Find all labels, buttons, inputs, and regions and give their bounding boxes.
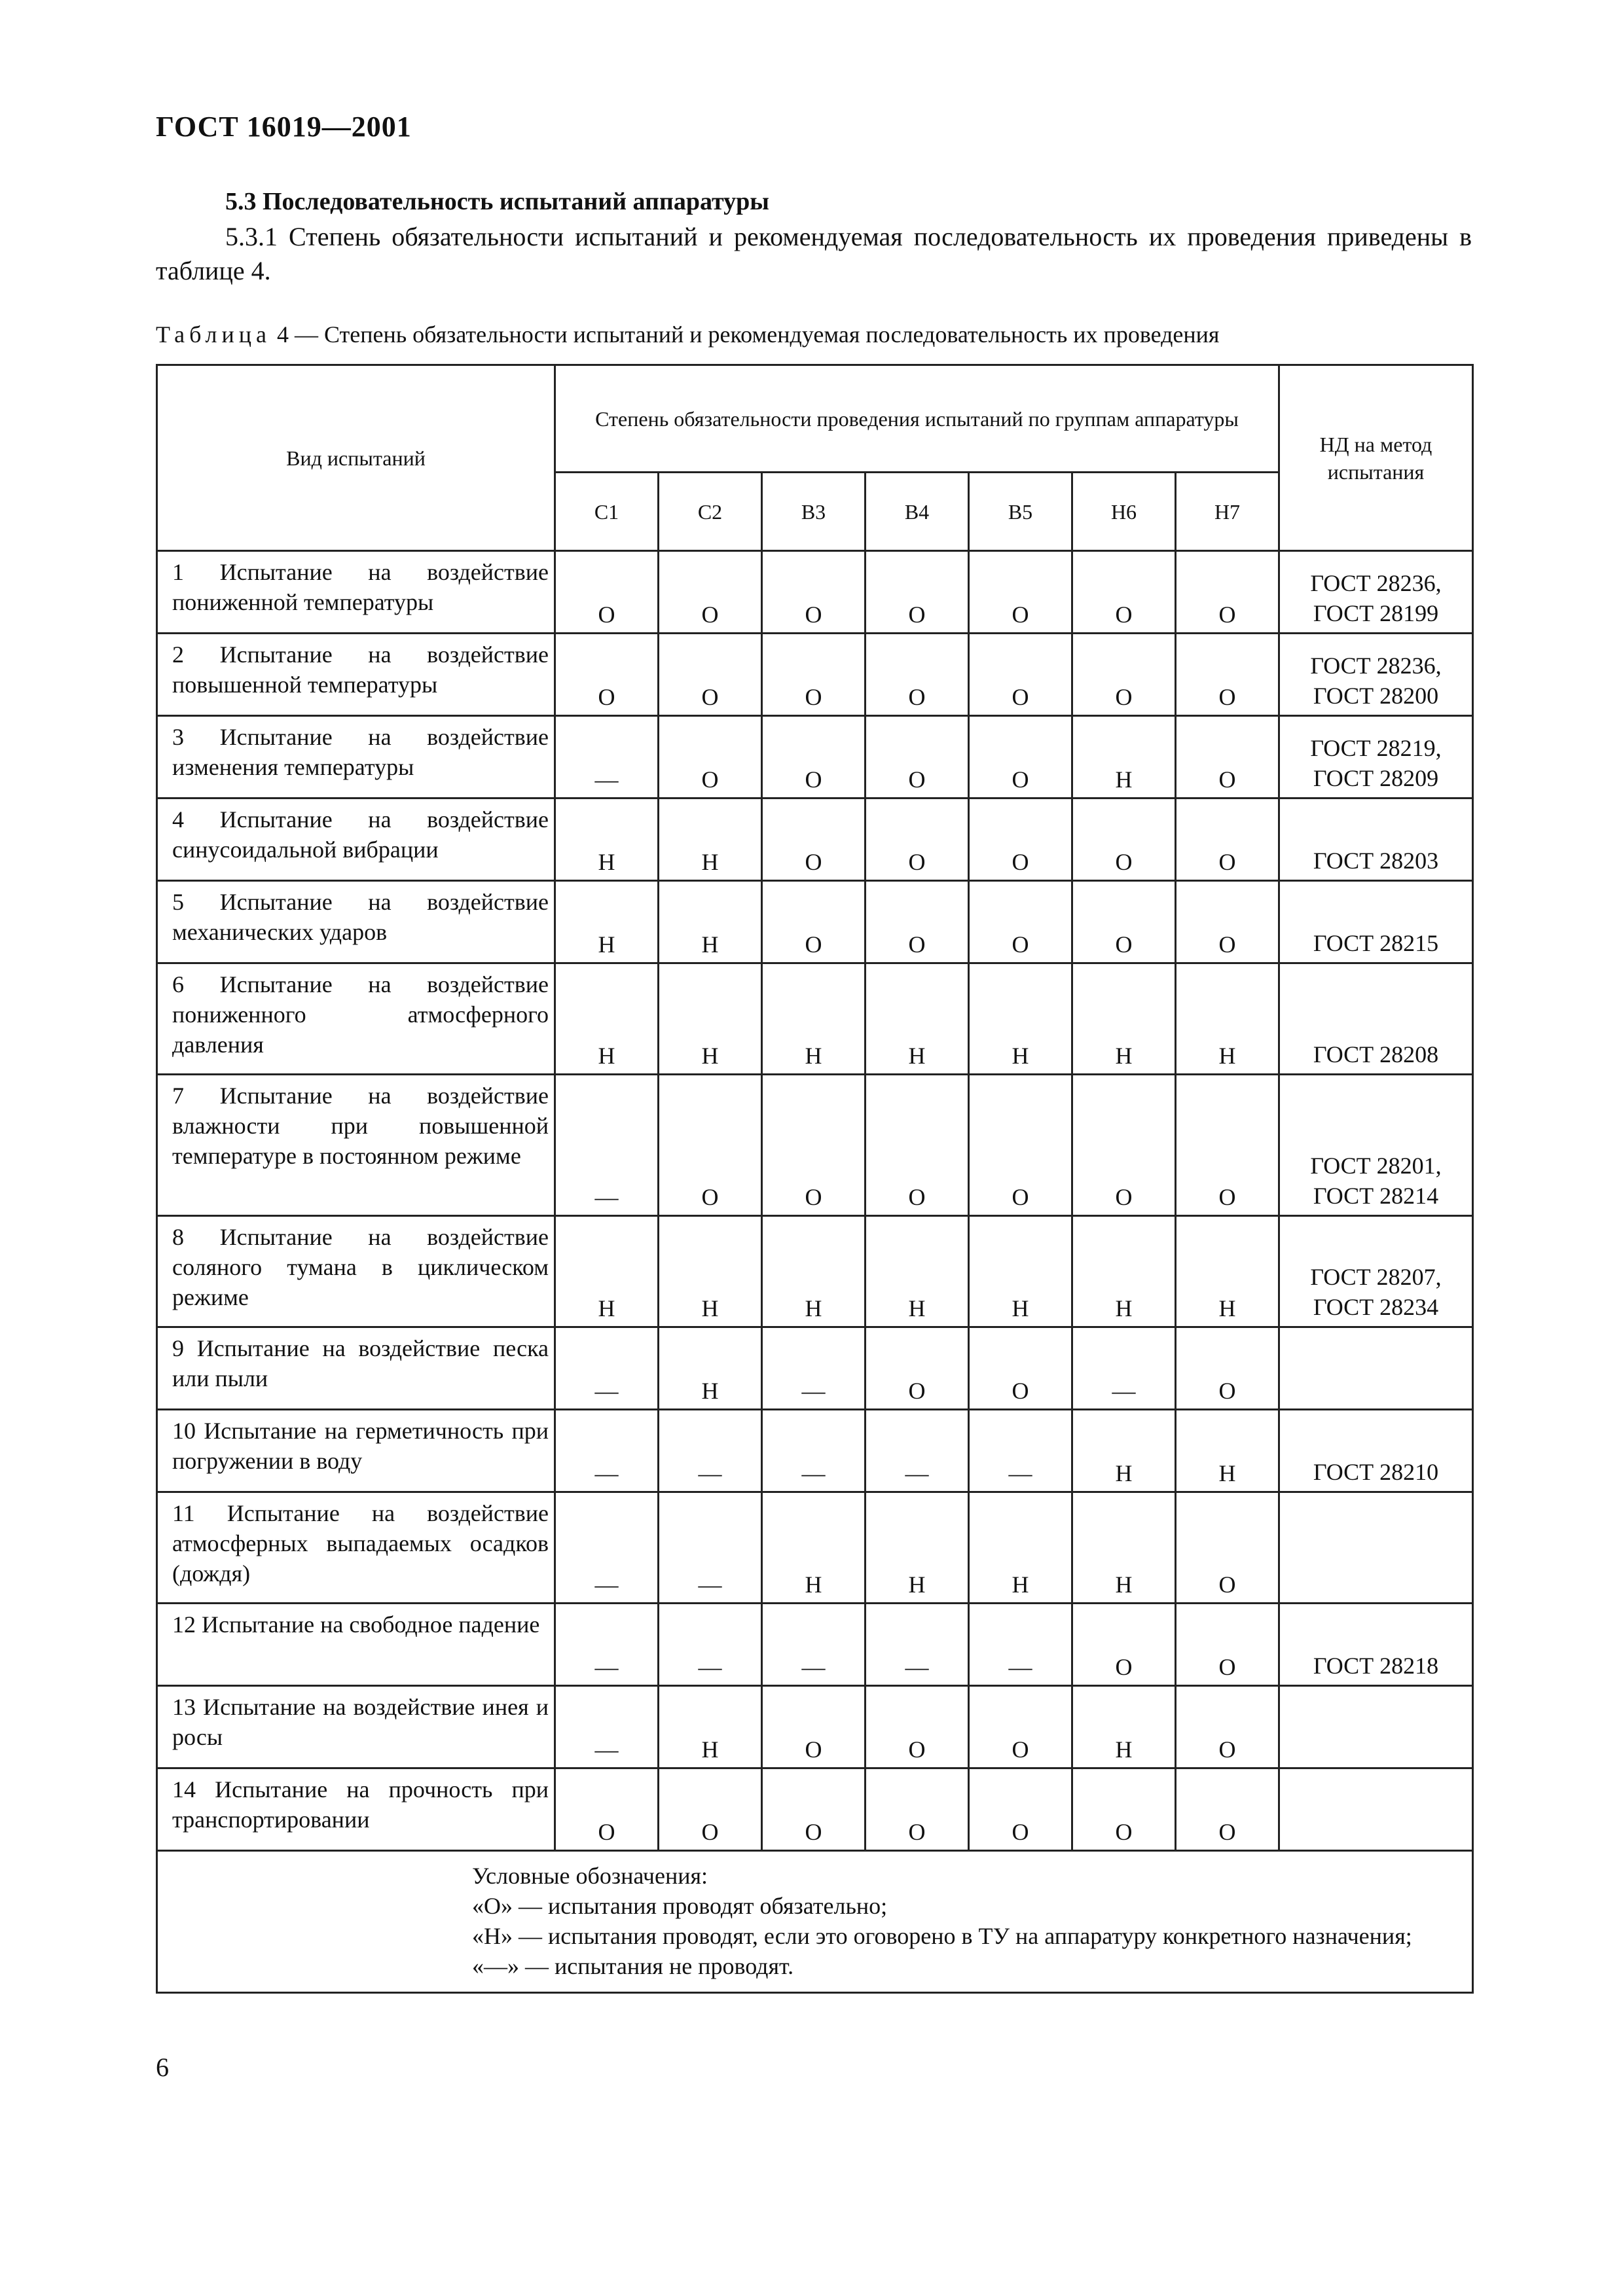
requirement-mark: О [969,881,1072,963]
requirement-mark: О [866,798,969,881]
requirement-mark: Н [555,963,659,1075]
method-doc-ref [1279,798,1473,881]
requirement-mark: О [866,551,969,634]
legend-o [472,1891,1454,1921]
table-row [157,1686,1473,1768]
requirement-mark: О [866,1075,969,1216]
requirement-mark: О [762,1686,866,1768]
requirement-mark: Н [969,1216,1072,1327]
legend-o-text: — испытания проводят обязательно; [519,1893,888,1919]
header-group-4: В5 [969,473,1072,551]
requirement-mark: — [555,1492,659,1604]
document-id: ГОСТ 16019—2001 [156,111,412,143]
requirement-mark: Н [659,963,762,1075]
requirement-mark: Н [1072,1410,1176,1492]
method-doc-ref [1279,1604,1473,1686]
table-row [157,798,1473,881]
method-doc-ref [1279,1686,1473,1768]
requirement-mark: Н [1176,1216,1279,1327]
table-row [157,1768,1473,1851]
table-caption-label: Таблица [156,321,271,348]
test-name: 5 Испытание на воздействие механических ударов [157,881,555,963]
requirement-mark: Н [555,1216,659,1327]
header-group-2: В3 [762,473,866,551]
page-number: 6 [156,2053,169,2082]
requirement-mark: О [1176,881,1279,963]
requirement-mark: О [969,1075,1072,1216]
table-row [157,963,1473,1075]
requirement-mark: Н [866,1216,969,1327]
table-row [157,1410,1473,1492]
requirement-mark: Н [866,963,969,1075]
requirement-mark: Н [1072,1492,1176,1604]
test-name: 2 Испытание на воздействие повышенной температуры [157,634,555,716]
header-group-0: С1 [555,473,659,551]
requirement-mark: Н [866,1492,969,1604]
requirement-mark: О [762,798,866,881]
requirement-mark: Н [1072,963,1176,1075]
method-doc-ref [1279,634,1473,716]
table-row [157,881,1473,963]
requirement-mark: О [969,1768,1072,1851]
method-doc-ref-line1: ГОСТ 28210 [1313,1459,1439,1485]
requirement-mark: Н [969,963,1072,1075]
requirement-mark: О [659,1075,762,1216]
method-doc-ref-line2: ГОСТ 28199 [1313,600,1439,626]
table-row [157,634,1473,716]
requirement-mark: Н [555,798,659,881]
legend-title: Условные обозначения: [472,1863,708,1889]
method-doc-ref [1279,1410,1473,1492]
section-title: 5.3 Последовательность испытаний аппаратуры [225,188,769,215]
requirement-mark: О [659,716,762,798]
requirement-mark: О [762,551,866,634]
requirement-mark: — [555,1327,659,1410]
requirement-mark: О [659,634,762,716]
requirement-mark: — [659,1604,762,1686]
requirement-mark: О [1176,1686,1279,1768]
requirement-mark: О [866,1327,969,1410]
method-doc-ref [1279,716,1473,798]
method-doc-ref-line2: ГОСТ 28234 [1313,1294,1439,1320]
requirement-mark: Н [762,963,866,1075]
method-doc-ref [1279,551,1473,634]
requirement-mark: О [555,551,659,634]
test-name: 6 Испытание на воздействие пониженного атмосферного давления [157,963,555,1075]
requirement-mark: Н [659,1327,762,1410]
method-doc-ref-line1: ГОСТ 28219, [1310,735,1442,761]
requirement-mark: Н [762,1216,866,1327]
requirement-mark: О [969,634,1072,716]
requirement-mark: Н [1072,1686,1176,1768]
requirement-mark: Н [659,1686,762,1768]
header-method-doc: НД на метод испытания [1279,365,1473,551]
requirement-mark: О [1072,1768,1176,1851]
legend-o-key: «О» [472,1893,513,1919]
header-group-6: Н7 [1176,473,1279,551]
test-name: 12 Испытание на свободное падение [157,1604,555,1686]
legend-n-text: — испытания проводят, если это оговорено в ТУ на аппаратуру конкретного назначения; [519,1923,1412,1949]
requirement-mark: — [762,1604,866,1686]
requirement-mark: Н [659,1216,762,1327]
table-row [157,1216,1473,1327]
requirement-mark: — [969,1604,1072,1686]
requirement-mark: О [659,1768,762,1851]
test-name: 13 Испытание на воздействие инея и росы [157,1686,555,1768]
requirement-mark: О [1176,1075,1279,1216]
header-group-5: Н6 [1072,473,1176,551]
requirement-mark: — [659,1492,762,1604]
requirement-mark: — [969,1410,1072,1492]
method-doc-ref [1279,963,1473,1075]
requirement-mark: О [969,1686,1072,1768]
requirement-mark: О [969,716,1072,798]
table-caption-text: 4 — Степень обязательности испытаний и рекомендуемая последовательность их проведения [276,321,1220,348]
method-doc-ref-line1: ГОСТ 28236, [1310,653,1442,679]
table-caption [156,321,1220,348]
requirement-mark: О [1176,716,1279,798]
legend [157,1851,1473,1993]
table-row [157,716,1473,798]
table-row [157,1604,1473,1686]
legend-dash [472,1951,1454,1981]
method-doc-ref [1279,881,1473,963]
requirement-mark: — [555,1686,659,1768]
test-name: 3 Испытание на воздействие изменения температуры [157,716,555,798]
requirement-mark: О [659,551,762,634]
requirement-mark: О [1176,1492,1279,1604]
requirement-mark: О [866,1768,969,1851]
legend-dash-text: — испытания не проводят. [525,1953,794,1979]
requirements-table [156,364,1474,1994]
requirement-mark: Н [1072,1216,1176,1327]
requirement-mark: — [555,716,659,798]
test-name: 10 Испытание на герметичность при погружении в воду [157,1410,555,1492]
requirement-mark: О [866,1686,969,1768]
method-doc-ref-line1: ГОСТ 28236, [1310,570,1442,596]
method-doc-ref-line2: ГОСТ 28214 [1313,1183,1439,1209]
requirement-mark: О [1176,634,1279,716]
requirement-mark: О [555,634,659,716]
table-row [157,1075,1473,1216]
method-doc-ref-line1: ГОСТ 28218 [1313,1653,1439,1679]
requirement-mark: — [555,1604,659,1686]
requirement-mark: О [1072,881,1176,963]
requirement-mark: О [1072,798,1176,881]
requirement-mark: Н [659,798,762,881]
requirement-mark: — [762,1327,866,1410]
requirement-mark: О [1176,798,1279,881]
method-doc-ref-line1: ГОСТ 28208 [1313,1041,1439,1067]
requirement-mark: О [866,716,969,798]
method-doc-ref-line1: ГОСТ 28207, [1310,1264,1442,1290]
method-doc-ref [1279,1327,1473,1410]
table-row [157,1492,1473,1604]
requirement-mark: О [762,716,866,798]
test-name: 4 Испытание на воздействие синусоидальной вибрации [157,798,555,881]
requirement-mark: О [969,551,1072,634]
requirement-mark: — [555,1075,659,1216]
requirement-mark: О [555,1768,659,1851]
requirement-mark: О [762,881,866,963]
legend-dash-key: «—» [472,1953,519,1979]
method-doc-ref-line1: ГОСТ 28203 [1313,848,1439,874]
method-doc-ref [1279,1768,1473,1851]
legend-n-key: «Н» [472,1923,513,1949]
method-doc-ref-line1: ГОСТ 28201, [1310,1153,1442,1179]
section-paragraph: 5.3.1 Степень обязательности испытаний и рекомендуемая последовательность их проведения приведены в таблице 4. [156,222,1472,285]
requirement-mark: О [1176,551,1279,634]
requirement-mark: — [659,1410,762,1492]
method-doc-ref [1279,1075,1473,1216]
method-doc-ref-line2: ГОСТ 28200 [1313,683,1439,709]
method-doc-ref-line1: ГОСТ 28215 [1313,930,1439,956]
requirement-mark: Н [762,1492,866,1604]
requirement-mark: — [866,1604,969,1686]
requirement-mark: Н [969,1492,1072,1604]
requirement-mark: — [762,1410,866,1492]
header-group-1: С2 [659,473,762,551]
requirement-mark: О [1072,1075,1176,1216]
requirement-mark: Н [555,881,659,963]
test-name: 7 Испытание на воздействие влажности при повышенной температуре в постоянном режиме [157,1075,555,1216]
test-name: 8 Испытание на воздействие соляного тумана в циклическом режиме [157,1216,555,1327]
requirement-mark: О [1072,551,1176,634]
requirement-mark: О [762,1075,866,1216]
requirement-mark: О [1072,634,1176,716]
requirement-mark: О [969,1327,1072,1410]
requirement-mark: О [969,798,1072,881]
requirement-mark: — [555,1410,659,1492]
header-test-type: Вид испытаний [157,365,555,551]
requirement-mark: О [1176,1604,1279,1686]
requirement-mark: О [866,881,969,963]
method-doc-ref [1279,1216,1473,1327]
requirement-mark: — [866,1410,969,1492]
requirement-mark: Н [659,881,762,963]
requirement-mark: О [762,634,866,716]
legend-n [472,1921,1454,1951]
requirement-mark: — [1072,1327,1176,1410]
requirement-mark: О [1176,1768,1279,1851]
test-name: 1 Испытание на воздействие пониженной температуры [157,551,555,634]
test-name: 9 Испытание на воздействие песка или пыли [157,1327,555,1410]
method-doc-ref-line2: ГОСТ 28209 [1313,765,1439,791]
test-name: 14 Испытание на прочность при транспортировании [157,1768,555,1851]
requirement-mark: О [1176,1327,1279,1410]
requirement-mark: О [1072,1604,1176,1686]
requirement-mark: О [762,1768,866,1851]
test-name: 11 Испытание на воздействие атмосферных выпадаемых осадков (дождя) [157,1492,555,1604]
header-group-requirement: Степень обязательности проведения испытаний по группам аппаратуры [555,365,1279,473]
table-row [157,1327,1473,1410]
header-group-3: В4 [866,473,969,551]
table-row [157,551,1473,634]
requirement-mark: О [866,634,969,716]
requirement-mark: Н [1072,716,1176,798]
requirement-mark: Н [1176,963,1279,1075]
method-doc-ref [1279,1492,1473,1604]
requirement-mark: Н [1176,1410,1279,1492]
